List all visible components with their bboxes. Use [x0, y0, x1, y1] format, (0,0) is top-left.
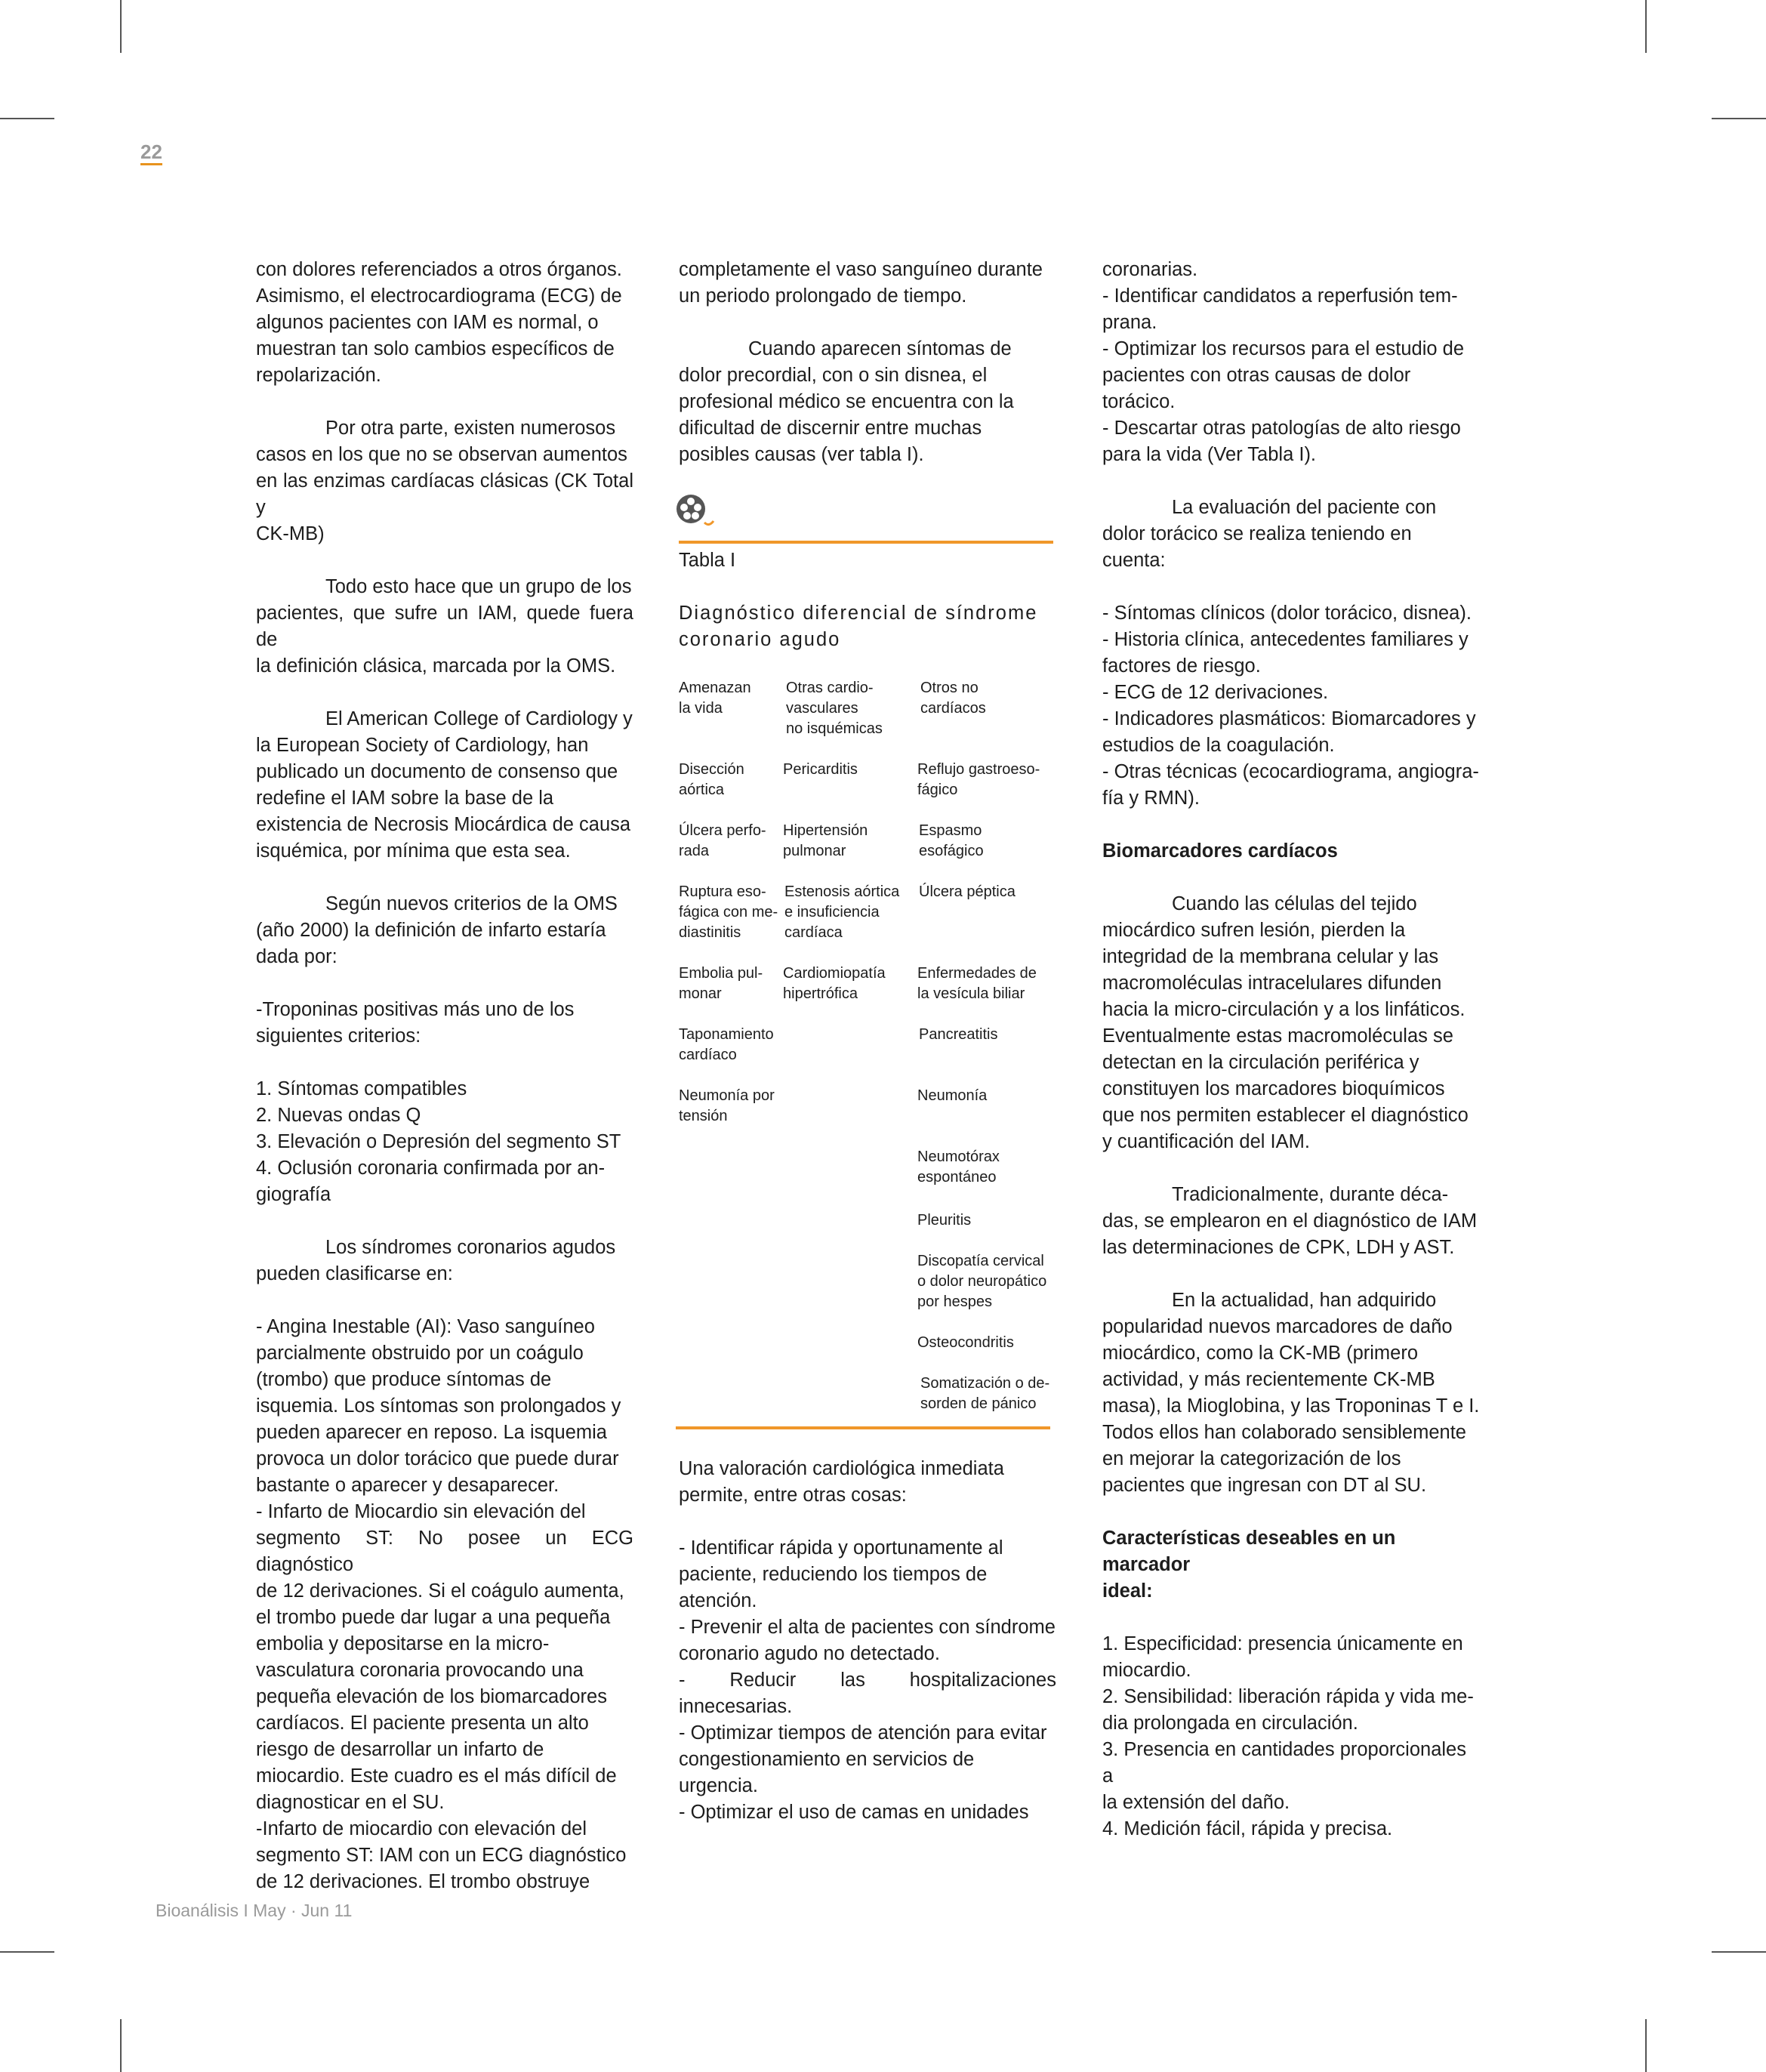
- table-cell: Neumonía por tensión: [679, 1087, 775, 1124]
- table-cell: Cardiomiopatía hipertrófica: [783, 965, 886, 1002]
- table-header: Otros no cardíacos: [920, 680, 986, 717]
- paragraph: La evaluación del paciente con dolor torácico se realiza teniendo en cuenta:: [1102, 497, 1437, 571]
- column-2-top: [679, 257, 1056, 468]
- column-1: [256, 257, 633, 1895]
- table-cell: Discopatía cervical o dolor neuropático por hespes: [917, 1253, 1047, 1310]
- crop-mark: [0, 118, 54, 119]
- crop-mark: [1645, 0, 1647, 53]
- footer: Bioanálisis I May · Jun 11: [156, 1901, 353, 1920]
- paragraph: coronarias. - Identificar candidatos a reperfusión tem- prana. - Optimizar los recursos para el estudio de pacientes con otras causas de dolor torácico. - Descartar otras patologías de alto riesgo para la vida (Ver Tabla I).: [1102, 259, 1465, 465]
- section-heading: Características deseables en un marcador ideal:: [1102, 1528, 1396, 1602]
- table-cell: Estenosis aórtica e insuficiencia cardíaca: [784, 883, 900, 941]
- table-cell: Disección aórtica: [679, 761, 744, 798]
- paragraph: En la actualidad, han adquirido popularidad nuevos marcadores de daño miocárdico, como la CK-MB (primero actividad, y más recientemente CK-MB masa), la Mioglobina, y las Troponinas T e I. Todos ellos han colaborado sensiblemente en mejorar la categorización de los pacientes que ingresan con DT al SU.: [1102, 1290, 1480, 1496]
- paragraph: - Síntomas clínicos (dolor torácico, disnea). - Historia clínica, antecedentes familiares y factores de riesgo. - ECG de 12 derivaciones. - Indicadores plasmáticos: Biomarcadores y estudios de la coagulación. - Otras técnicas (ecocardiograma, angiogra- fía y RMN).: [1102, 603, 1479, 809]
- crop-mark: [1712, 1951, 1766, 1953]
- table-cell: Reflujo gastroeso- fágico: [917, 761, 1040, 798]
- column-2-bottom: [679, 1456, 1056, 1826]
- table-header: Amenazan la vida: [679, 680, 751, 717]
- paragraph: Cuando las células del tejido miocárdico sufren lesión, pierden la integridad de la membrana celular y las macromoléculas intracelulares difunden hacia la micro-circulación y a los linfáticos. Eventualmente estas macromoléculas se detectan en la circulación periférica y constituyen los marcadores bioquímicos que nos permiten establecer el diagnóstico y cuantificación del IAM.: [1102, 893, 1469, 1152]
- section-heading: Biomarcadores cardíacos: [1102, 840, 1338, 862]
- crop-mark: [120, 0, 122, 53]
- table-cell: Enfermedades de la vesícula biliar: [917, 965, 1037, 1002]
- column-3: [1102, 257, 1480, 1842]
- table-cell: Neumonía: [917, 1087, 988, 1104]
- paragraph: Por otra parte, existen numerosos casos en los que no se observan aumentos en las enzimas cardíacas clásicas (CK Total y CK-MB): [256, 418, 633, 544]
- table-label: Tabla I: [679, 550, 736, 571]
- paragraph: con dolores referenciados a otros órganos. Asimismo, el electrocardiograma (ECG) de algunos pacientes con IAM es normal, o muestran tan solo cambios específicos de repolarización.: [256, 259, 622, 386]
- table-cell: Hipertensión pulmonar: [783, 822, 868, 859]
- crop-mark: [1712, 118, 1766, 119]
- table-bottom-rule: [676, 1426, 1050, 1429]
- paragraph: -Troponinas positivas más uno de los siguientes criterios:: [256, 999, 575, 1047]
- page-number: 22: [140, 142, 162, 165]
- paragraph: Todo esto hace que un grupo de los pacientes, que sufre un IAM, quede fuera de la definición clásica, marcada por la OMS.: [256, 576, 633, 677]
- table-cell: Espasmo esofágico: [919, 822, 984, 859]
- paragraph: Según nuevos criterios de la OMS (año 2000) la definición de infarto estaría dada por:: [256, 893, 618, 967]
- paragraph: 1. Especificidad: presencia únicamente en miocardio. 2. Sensibilidad: liberación rápida y vida me- dia prolongada en circulación. 3. Presencia en cantidades proporcionales a la extensión del daño. 4. Medición fácil, rápida y precisa.: [1102, 1633, 1474, 1839]
- table-header: Otras cardio- vasculares no isquémicas: [786, 680, 883, 737]
- table-cell: Osteocondritis: [917, 1334, 1014, 1351]
- paragraph: completamente el vaso sanguíneo durante un periodo prolongado de tiempo.: [679, 259, 1043, 307]
- paragraph: Una valoración cardiológica inmediata permite, entre otras cosas:: [679, 1458, 1004, 1506]
- table-cell: Ruptura eso- fágica con me- diastinitis: [679, 883, 778, 941]
- table-top-rule: [679, 541, 1053, 544]
- crop-mark: [1645, 2019, 1647, 2072]
- table-cell: Pleuritis: [917, 1212, 972, 1229]
- table-title: Diagnóstico diferencial de síndrome coronario agudo: [679, 603, 1038, 650]
- table-cell: Neumotórax espontáneo: [917, 1149, 1000, 1186]
- table-cell: Embolia pul- monar: [679, 965, 763, 1002]
- crop-mark: [120, 2019, 122, 2072]
- table-cell: Pancreatitis: [919, 1026, 998, 1043]
- paragraph: - Angina Inestable (AI): Vaso sanguíneo parcialmente obstruido por un coágulo (trombo) que produce síntomas de isquemia. Los síntomas son prolongados y pueden aparecer en reposo. La isquemia provoca un dolor torácico que puede durar bastante o aparecer y desaparecer. - Infarto de Miocardio sin elevación del segmento ST: No posee un ECG diagnóstico de 12 derivaciones. Si el coágulo aumenta, el trombo puede dar lugar a una pequeña embolia y depositarse en la micro- vasculatura coronaria provocando una pequeña elevación de los biomarcadores cardíacos. El paciente presenta un alto riesgo de desarrollar un infarto de miocardio. Este cuadro es el más difícil de diagnosticar en el SU. -Infarto de miocardio con elevación del segmento ST: IAM con un ECG diagnóstico de 12 derivaciones. El trombo obstruye: [256, 1316, 633, 1892]
- paragraph: Cuando aparecen síntomas de dolor precordial, con o sin disnea, el profesional médico se encuentra con la dificultad de discernir entre muchas posibles causas (ver tabla I).: [679, 338, 1014, 465]
- paragraph: Los síndromes coronarios agudos pueden clasificarse en:: [256, 1237, 616, 1284]
- paragraph: Tradicionalmente, durante déca- das, se emplearon en el diagnóstico de IAM las determinaciones de CPK, LDH y AST.: [1102, 1184, 1478, 1258]
- table-cell: Somatización o de- sorden de pánico: [920, 1375, 1050, 1412]
- film-reel-icon: [676, 492, 715, 530]
- criteria-list: 1. Síntomas compatibles 2. Nuevas ondas Q 3. Elevación o Depresión del segmento ST 4. Oclusión coronaria confirmada por an- giografía: [256, 1078, 621, 1205]
- crop-mark: [0, 1951, 54, 1953]
- table-cell: Taponamiento cardíaco: [679, 1026, 774, 1063]
- table-cell: Úlcera perfo- rada: [679, 822, 766, 859]
- paragraph: - Identificar rápida y oportunamente al paciente, reduciendo los tiempos de atención. - Prevenir el alta de pacientes con síndrome coronario agudo no detectado. - Reducir las hospitalizaciones innecesarias. - Optimizar tiempos de atención para evitar congestionamiento en servicios de urgencia. - Optimizar el uso de camas en unidades: [679, 1537, 1056, 1823]
- table-cell: Pericarditis: [783, 761, 858, 778]
- table-cell: Úlcera péptica: [919, 883, 1016, 900]
- paragraph: El American College of Cardiology y la European Society of Cardiology, han publicado un documento de consenso que redefine el IAM sobre la base de la existencia de Necrosis Miocárdica de causa isquémica, por mínima que esta sea.: [256, 708, 633, 862]
